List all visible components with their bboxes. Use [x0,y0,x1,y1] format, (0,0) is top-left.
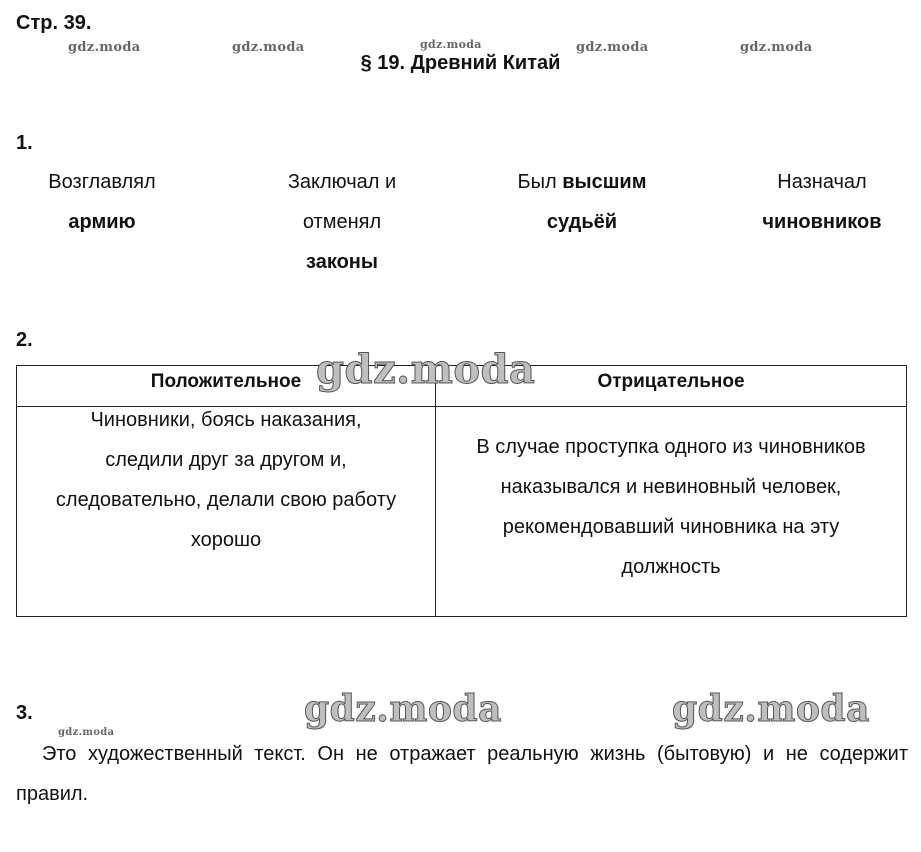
duty-line [482,162,682,202]
duty-keyword: чиновников [762,211,882,233]
cell-line: наказывался и невиновный человек, [500,476,842,498]
duty-column [2,162,202,242]
answer-paragraph: Это художественный текст. Он не отражает реальную жизнь (бытовую) и не содержит правил. [16,743,908,805]
watermark-large: gdz.moda [304,688,502,730]
task-number: 2. [16,329,33,351]
task-number: 1. [16,132,33,154]
cell-line: должность [621,556,721,578]
watermark-large: gdz.moda [672,688,870,730]
cell-line: Чиновники, боясь наказания, [90,409,362,431]
watermark-small: gdz.moda [58,727,115,738]
task-number: 3. [16,702,33,724]
cell-line: рекомендовавший чиновника на эту [502,516,840,538]
duty-column [482,162,682,242]
duty-text: отменял [302,211,382,233]
page-title: § 19. Древний Китай [360,52,561,74]
duty-keyword: судьёй [546,211,618,233]
duty-text: Был [517,171,563,193]
duty-text: Заключал и [287,171,397,193]
table-cell-positive [16,400,436,560]
cell-line: следовательно, делали свою работу [55,489,397,511]
watermark-small: gdz.moda [68,40,141,55]
duty-keyword: высшим [562,171,647,193]
duty-column [242,162,442,282]
cell-line: хорошо [190,529,262,551]
duty-text: Возглавлял [48,171,156,193]
table-header-positive: Положительное [150,371,302,392]
duty-column [722,162,921,242]
watermark-large: gdz.moda [316,346,536,393]
watermark-small: gdz.moda [576,40,649,55]
table-cell-negative [436,427,906,587]
duty-text: Назначал [777,171,867,193]
duty-keyword: законы [306,251,378,273]
table-header-negative: Отрицательное [597,371,745,392]
watermark-small: gdz.moda [740,40,813,55]
cell-line: следили друг за другом и, [105,449,347,471]
watermark-small: gdz.moda [232,40,305,55]
page-reference: Стр. 39. [16,12,92,34]
duty-keyword: армию [68,211,136,233]
cell-line: В случае проступка одного из чиновников [476,436,866,458]
watermark-small: gdz.moda [420,38,482,51]
